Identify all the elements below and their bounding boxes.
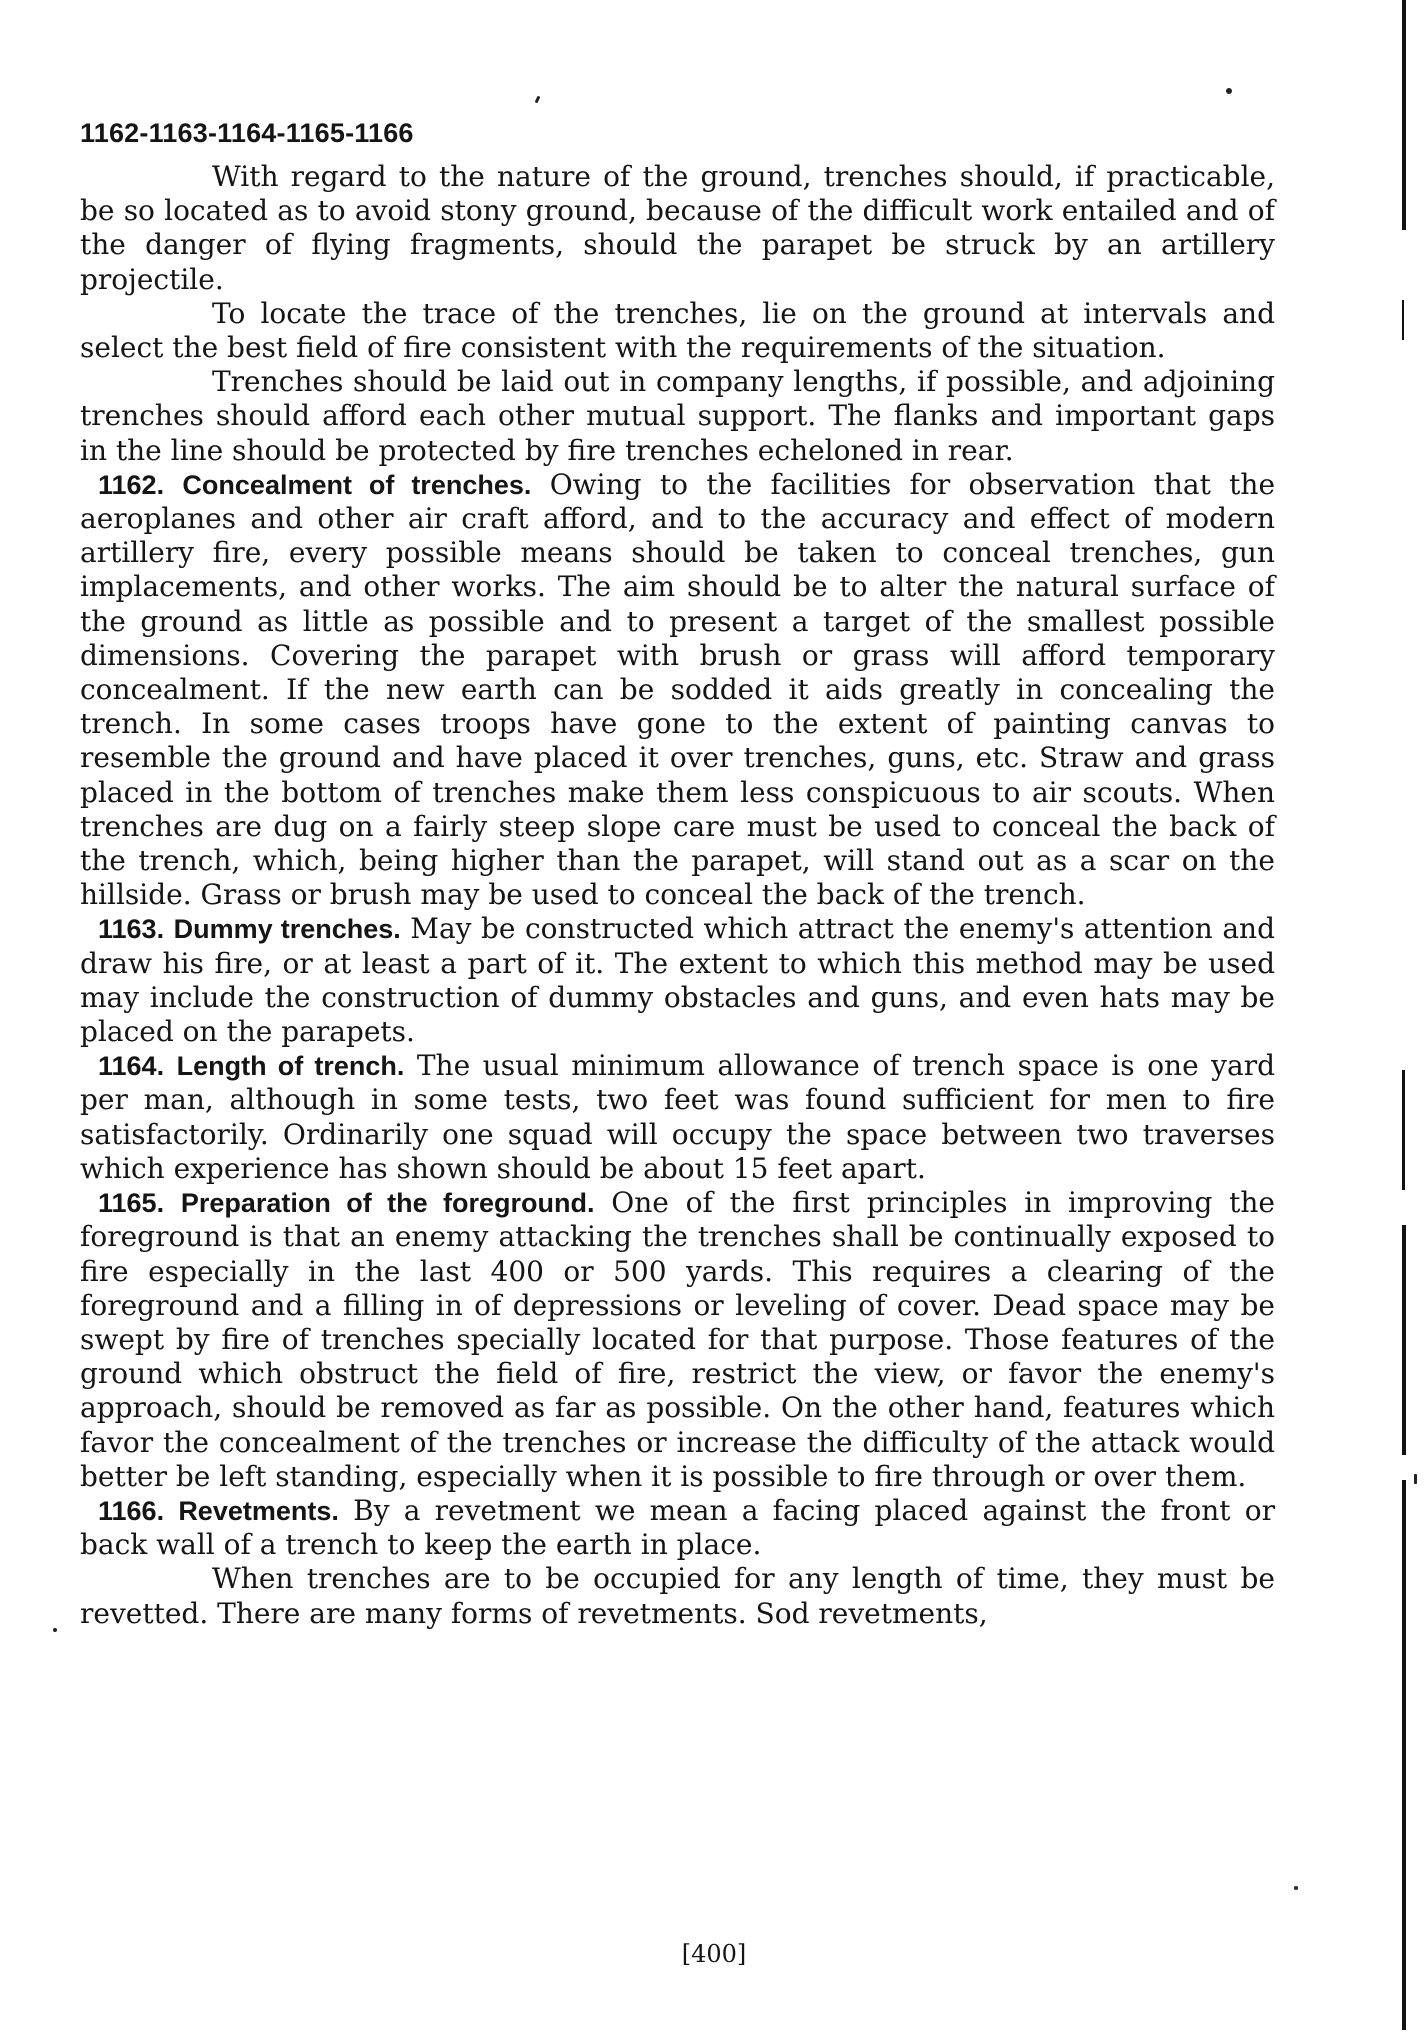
- scan-speck: [1226, 88, 1232, 94]
- section-1162: [80, 468, 1275, 913]
- section-1165: [80, 1186, 1275, 1494]
- section-text: Owing to the facilities for observation that the aeroplanes and other air craft afford, and to the accuracy and effect of modern artillery fire, every possible means should be taken to conceal trenches, gun implacements, and other works. The aim should be to alter the natural surface of the ground as little as possible and to present a target of the smallest possible dimensions. Covering the parapet with brush or grass will afford temporary concealment. If the new earth can be sodded it aids greatly in concealing the trench. In some cases troops have gone to the extent of painting canvas to resemble the ground and have placed it over trenches, guns, etc. Straw and grass placed in the bottom of trenches make them less conspicuous to air scouts. When trenches are dug on a fairly steep slope care must be used to conceal the back of the trench, which, being higher than the parapet, will stand out as a scar on the hillside. Grass or brush may be used to conceal the back of the trench.: [80, 467, 1276, 912]
- section-number: 1164.: [98, 1051, 165, 1082]
- section-title: Dummy trenches.: [173, 914, 401, 945]
- paragraph: When trenches are to be occupied for any length of time, they must be revetted. There are many forms of revetments. Sod revetments,: [80, 1562, 1275, 1630]
- binding-edge-line: [1402, 0, 1406, 2032]
- scan-speck: [535, 96, 541, 104]
- section-1163: [80, 912, 1275, 1049]
- section-number: 1163.: [98, 914, 165, 945]
- section-1166: [80, 1494, 1275, 1562]
- paragraph: To locate the trace of the trenches, lie on the ground at intervals and select the best field of fire consistent with the requirements of the situation.: [80, 296, 1275, 365]
- scan-speck: [1414, 1474, 1417, 1484]
- page-number: [400]: [681, 1940, 747, 1968]
- section-title: Concealment of trenches.: [182, 469, 532, 500]
- section-text: May be constructed which attract the enemy's attention and draw his fire, or at least a part of it. The extent to which this method may be used may include the construction of dummy obstacles and guns, and even hats may be placed on the parapets.: [80, 912, 1275, 1049]
- section-number: 1165.: [98, 1188, 165, 1219]
- paragraph: Trenches should be laid out in company lengths, if possible, and adjoining trenches should afford each other mutual support. The flanks and important gaps in the line should be protected by fire trenches echeloned in rear.: [80, 365, 1275, 467]
- section-text: By a revetment we mean a facing placed against the front or back wall of a trench to keep the earth in place.: [80, 1493, 1276, 1562]
- section-title: Preparation of the foreground.: [180, 1188, 595, 1219]
- section-number: 1166.: [98, 1495, 165, 1526]
- running-header: 1162-1163-1164-1165-1166: [80, 118, 414, 148]
- scan-speck: [1294, 1886, 1298, 1890]
- page-body: [80, 160, 1275, 1631]
- scan-speck: [53, 1628, 57, 1632]
- section-number: 1162.: [98, 469, 165, 500]
- section-title: Length of trench.: [176, 1051, 405, 1082]
- section-text: The usual minimum allowance of trench space is one yard per man, although in some tests, two feet was found sufficient for men to fire satisfactorily. Ordinarily one squad will occupy the space between two traverses which experience has shown should be about 15 feet apart.: [80, 1049, 1275, 1185]
- section-1164: [80, 1049, 1275, 1186]
- paragraph: With regard to the nature of the ground, trenches should, if practicable, be so located as to avoid stony ground, because of the difficult work entailed and of the danger of flying fragments, should the parapet be struck by an artillery projectile.: [80, 160, 1275, 296]
- section-text: One of the first principles in improving the foreground is that an enemy attacking the trenches shall be continually exposed to fire especially in the last 400 or 500 yards. This requires a clearing of the foreground and a filling in of depressions or leveling of cover. Dead space may be swept by fire of trenches specially located for that purpose. Those features of the ground which obstruct the field of fire, restrict the view, or favor the enemy's approach, should be removed as far as possible. On the other hand, features which favor the concealment of the trenches or increase the difficulty of the attack would better be left standing, especially when it is possible to fire through or over them.: [80, 1186, 1276, 1493]
- section-title: Revetments.: [178, 1495, 339, 1526]
